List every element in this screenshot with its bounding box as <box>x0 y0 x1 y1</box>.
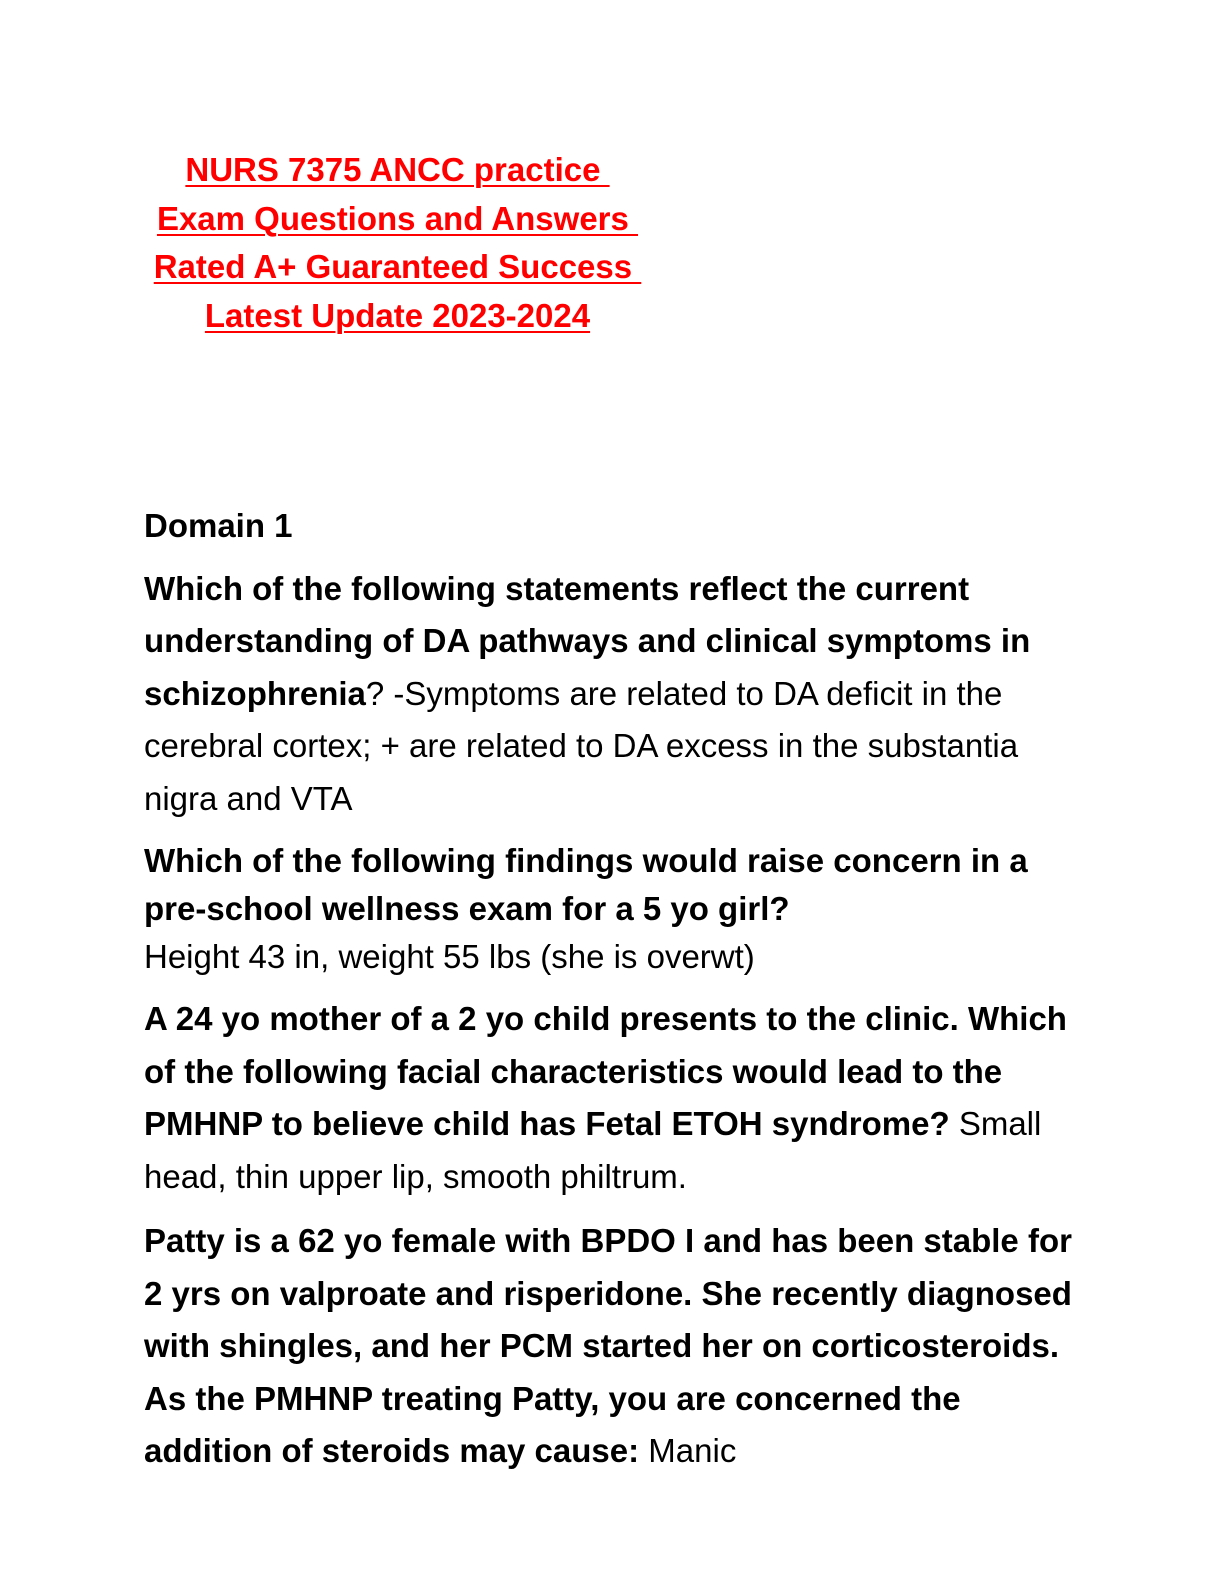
question-separator: ? <box>365 674 394 712</box>
question-text: Which of the following statements reflect the current understanding of DA pathways and clinical symptoms in schizophrenia <box>144 569 1031 712</box>
title-line-2: Exam Questions and Answers <box>156 199 639 237</box>
question-block-1 <box>144 563 1079 826</box>
question-block-4 <box>144 1215 1079 1478</box>
document-body <box>144 500 1079 1490</box>
title-line-3: Rated A+ Guaranteed Success <box>153 248 642 285</box>
domain-heading: Domain 1 <box>144 507 293 544</box>
question-text: Which of the following findings would raise concern in a pre-school wellness exam for a 5 yo girl? <box>144 842 1028 927</box>
question-text: A 24 yo mother of a 2 yo child presents to the clinic. Which of the following facial characteristics would lead to the PMHNP to believe child has Fetal ETOH syndrome? <box>144 1000 1067 1142</box>
title-line-4: Latest Update 2023-2024 <box>204 296 591 334</box>
answer-text: Small head, thin upper lip, smooth philtrum. <box>144 1105 1042 1195</box>
title-line-1: NURS 7375 ANCC practice <box>185 151 610 188</box>
question-block-2 <box>144 837 1079 981</box>
document-title <box>140 146 655 340</box>
question-text: Patty is a 62 yo female with BPDO I and has been stable for 2 yrs on valproate and risperidone. She recently diagnosed with shingles, and her PCM started her on corticosteroids. As the PMHNP treating Patty, you are concerned the addition of steroids may cause: <box>144 1222 1072 1469</box>
answer-text: Manic <box>639 1432 737 1469</box>
answer-text: Height 43 in, weight 55 lbs (she is overwt) <box>144 938 755 975</box>
question-block-3 <box>144 993 1079 1203</box>
answer-text: -Symptoms are related to DA deficit in the cerebral cortex; + are related to DA excess in the substantia nigra and VTA <box>144 674 1019 817</box>
